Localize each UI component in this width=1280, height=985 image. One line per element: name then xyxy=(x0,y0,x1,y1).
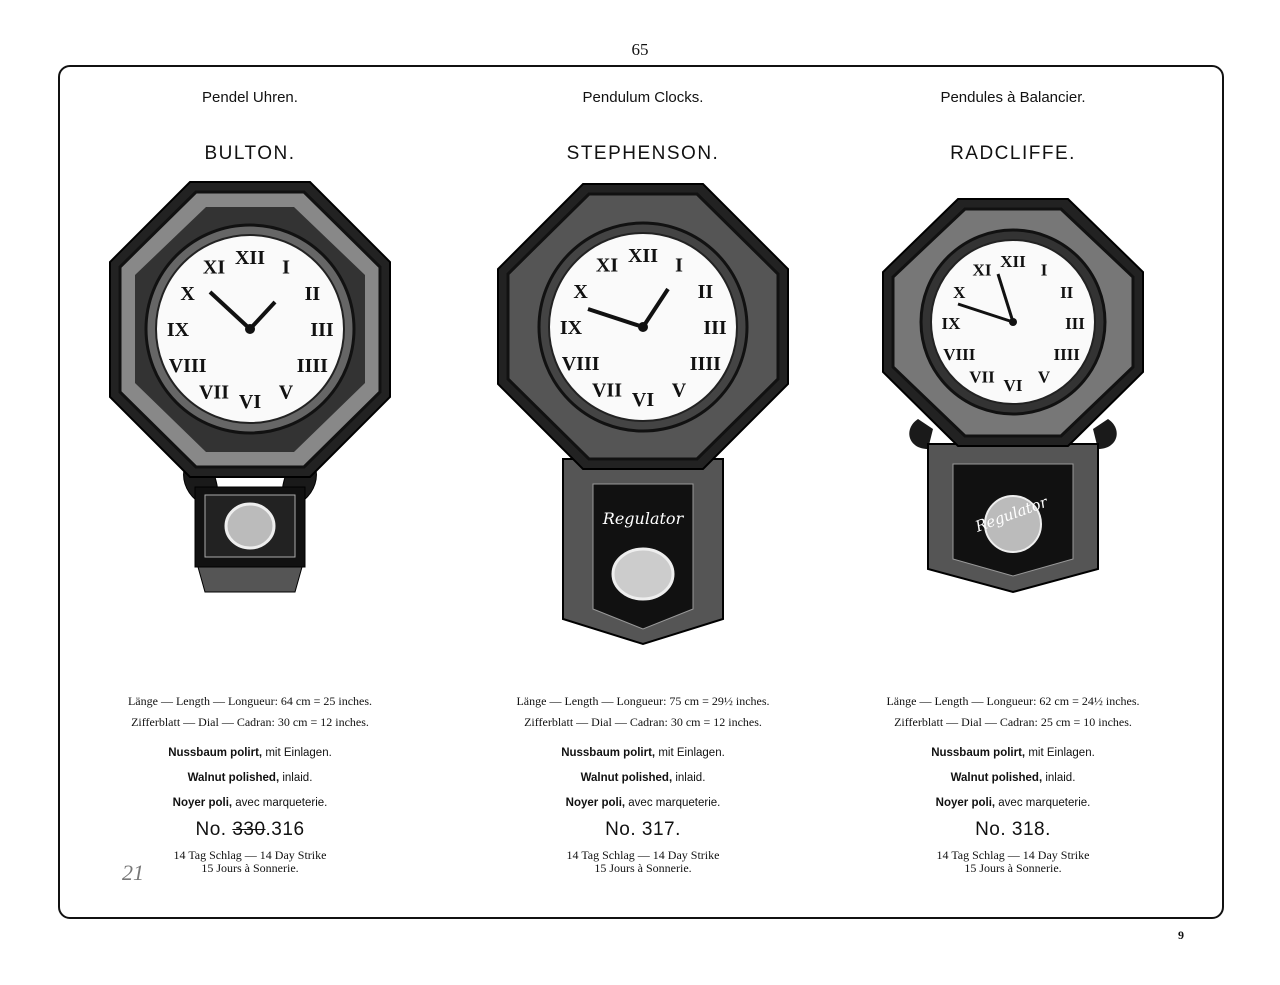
dial-numeral: IX xyxy=(941,314,961,333)
dial-numeral: III xyxy=(310,319,334,341)
dial-numeral: III xyxy=(1065,314,1085,333)
strike-info: 14 Tag Schlag — 14 Day Strike 15 Jours à Sonnerie. xyxy=(566,848,720,875)
dial-numeral: VI xyxy=(238,391,262,413)
catalog-number: No. 317. xyxy=(605,819,681,840)
handwritten-mark: 21 xyxy=(122,860,144,885)
category-heading: Pendel Uhren. xyxy=(202,89,298,106)
dial-numeral: V xyxy=(671,379,687,402)
dial-numeral: I xyxy=(1040,260,1048,280)
corner-number: 9 xyxy=(1178,928,1184,942)
catalog-frame xyxy=(58,65,1224,919)
product-column-radcliffe xyxy=(823,67,1203,917)
page-number: 65 xyxy=(631,40,649,59)
dial-numeral: I xyxy=(675,254,683,277)
catalog-number: No. 318. xyxy=(975,819,1051,840)
dial-numeral: XI xyxy=(595,254,619,277)
dial-numeral: VII xyxy=(969,367,995,387)
dial-spec: Zifferblatt — Dial — Cadran: 25 cm = 10 inches. xyxy=(894,715,1132,729)
product-column-bulton xyxy=(60,67,440,917)
dimensions xyxy=(60,691,440,733)
strike-info: 14 Tag Schlag — 14 Day Strike 15 Jours à Sonnerie. xyxy=(173,848,327,875)
dial-spec: Zifferblatt — Dial — Cadran: 30 cm = 12 inches. xyxy=(524,715,762,729)
clock-illustration-stephenson xyxy=(493,179,793,649)
dial-numeral: VIII xyxy=(168,355,207,377)
dial-numeral: II xyxy=(1060,283,1074,302)
dial-numeral: II xyxy=(697,281,714,303)
category-heading: Pendules à Balancier. xyxy=(940,89,1086,106)
model-name: RADCLIFFE. xyxy=(950,143,1076,164)
dial-numeral: III xyxy=(703,317,727,339)
dial-numeral: VI xyxy=(631,389,655,411)
material-en: Walnut polished, inlaid. xyxy=(950,772,1076,784)
dial-numeral: IIII xyxy=(689,353,721,375)
dial-numeral: IX xyxy=(559,317,583,339)
material-de: Nussbaum polirt, mit Einlagen. xyxy=(931,747,1095,759)
product-column-stephenson xyxy=(453,67,833,917)
material-fr: Noyer poli, avec marqueterie. xyxy=(935,797,1091,809)
material-en: Walnut polished, inlaid. xyxy=(187,772,313,784)
corrected-number: .316 xyxy=(265,819,305,840)
regulator-label: Regulator xyxy=(972,492,1050,536)
struck-number: 330 xyxy=(232,819,266,840)
dial-numeral: VIII xyxy=(943,345,976,364)
dial-numeral: X xyxy=(953,283,966,302)
dimensions xyxy=(453,691,833,733)
clock-illustration-radcliffe xyxy=(873,194,1153,594)
dial-numeral: VIII xyxy=(561,353,600,375)
dial-numeral: VI xyxy=(1003,376,1023,395)
material-description xyxy=(823,741,1203,816)
dial-numeral: VII xyxy=(591,379,623,402)
model-name: BULTON. xyxy=(204,143,296,164)
dial-spec: Zifferblatt — Dial — Cadran: 30 cm = 12 inches. xyxy=(131,715,369,729)
length-spec: Länge — Length — Longueur: 62 cm = 24½ inches. xyxy=(886,694,1140,708)
dial-numeral: I xyxy=(282,256,290,279)
material-description xyxy=(60,741,440,816)
dial-numeral: XI xyxy=(202,256,226,279)
dial-numeral: II xyxy=(304,283,321,305)
dial-numeral: IX xyxy=(166,319,190,341)
strike-info: 14 Tag Schlag — 14 Day Strike 15 Jours à Sonnerie. xyxy=(936,848,1090,875)
length-spec: Länge — Length — Longueur: 64 cm = 25 inches. xyxy=(127,694,373,708)
dial-numeral: XII xyxy=(627,245,659,267)
catalog-number: No. 330.316 xyxy=(195,819,305,840)
material-description xyxy=(453,741,833,816)
regulator-label: Regulator xyxy=(602,509,684,528)
material-de: Nussbaum polirt, mit Einlagen. xyxy=(561,747,725,759)
dial-numeral: X xyxy=(573,281,588,303)
dial-numeral: XI xyxy=(972,260,992,280)
clock-illustration-bulton xyxy=(100,177,400,597)
dial-numeral: VII xyxy=(198,381,230,404)
dial-numeral: V xyxy=(278,381,294,404)
material-de: Nussbaum polirt, mit Einlagen. xyxy=(168,747,332,759)
material-fr: Noyer poli, avec marqueterie. xyxy=(172,797,328,809)
material-en: Walnut polished, inlaid. xyxy=(580,772,706,784)
model-name: STEPHENSON. xyxy=(566,143,720,164)
dial-numeral: V xyxy=(1037,367,1051,387)
length-spec: Länge — Length — Longueur: 75 cm = 29½ inches. xyxy=(516,694,770,708)
dial-numeral: IIII xyxy=(1053,345,1080,364)
dial-numeral: IIII xyxy=(296,355,328,377)
category-heading: Pendulum Clocks. xyxy=(582,89,704,106)
dial-numeral: XII xyxy=(234,247,266,269)
material-fr: Noyer poli, avec marqueterie. xyxy=(565,797,721,809)
dial-numeral: X xyxy=(180,283,195,305)
dimensions xyxy=(823,691,1203,733)
dial-numeral: XII xyxy=(1000,252,1026,271)
